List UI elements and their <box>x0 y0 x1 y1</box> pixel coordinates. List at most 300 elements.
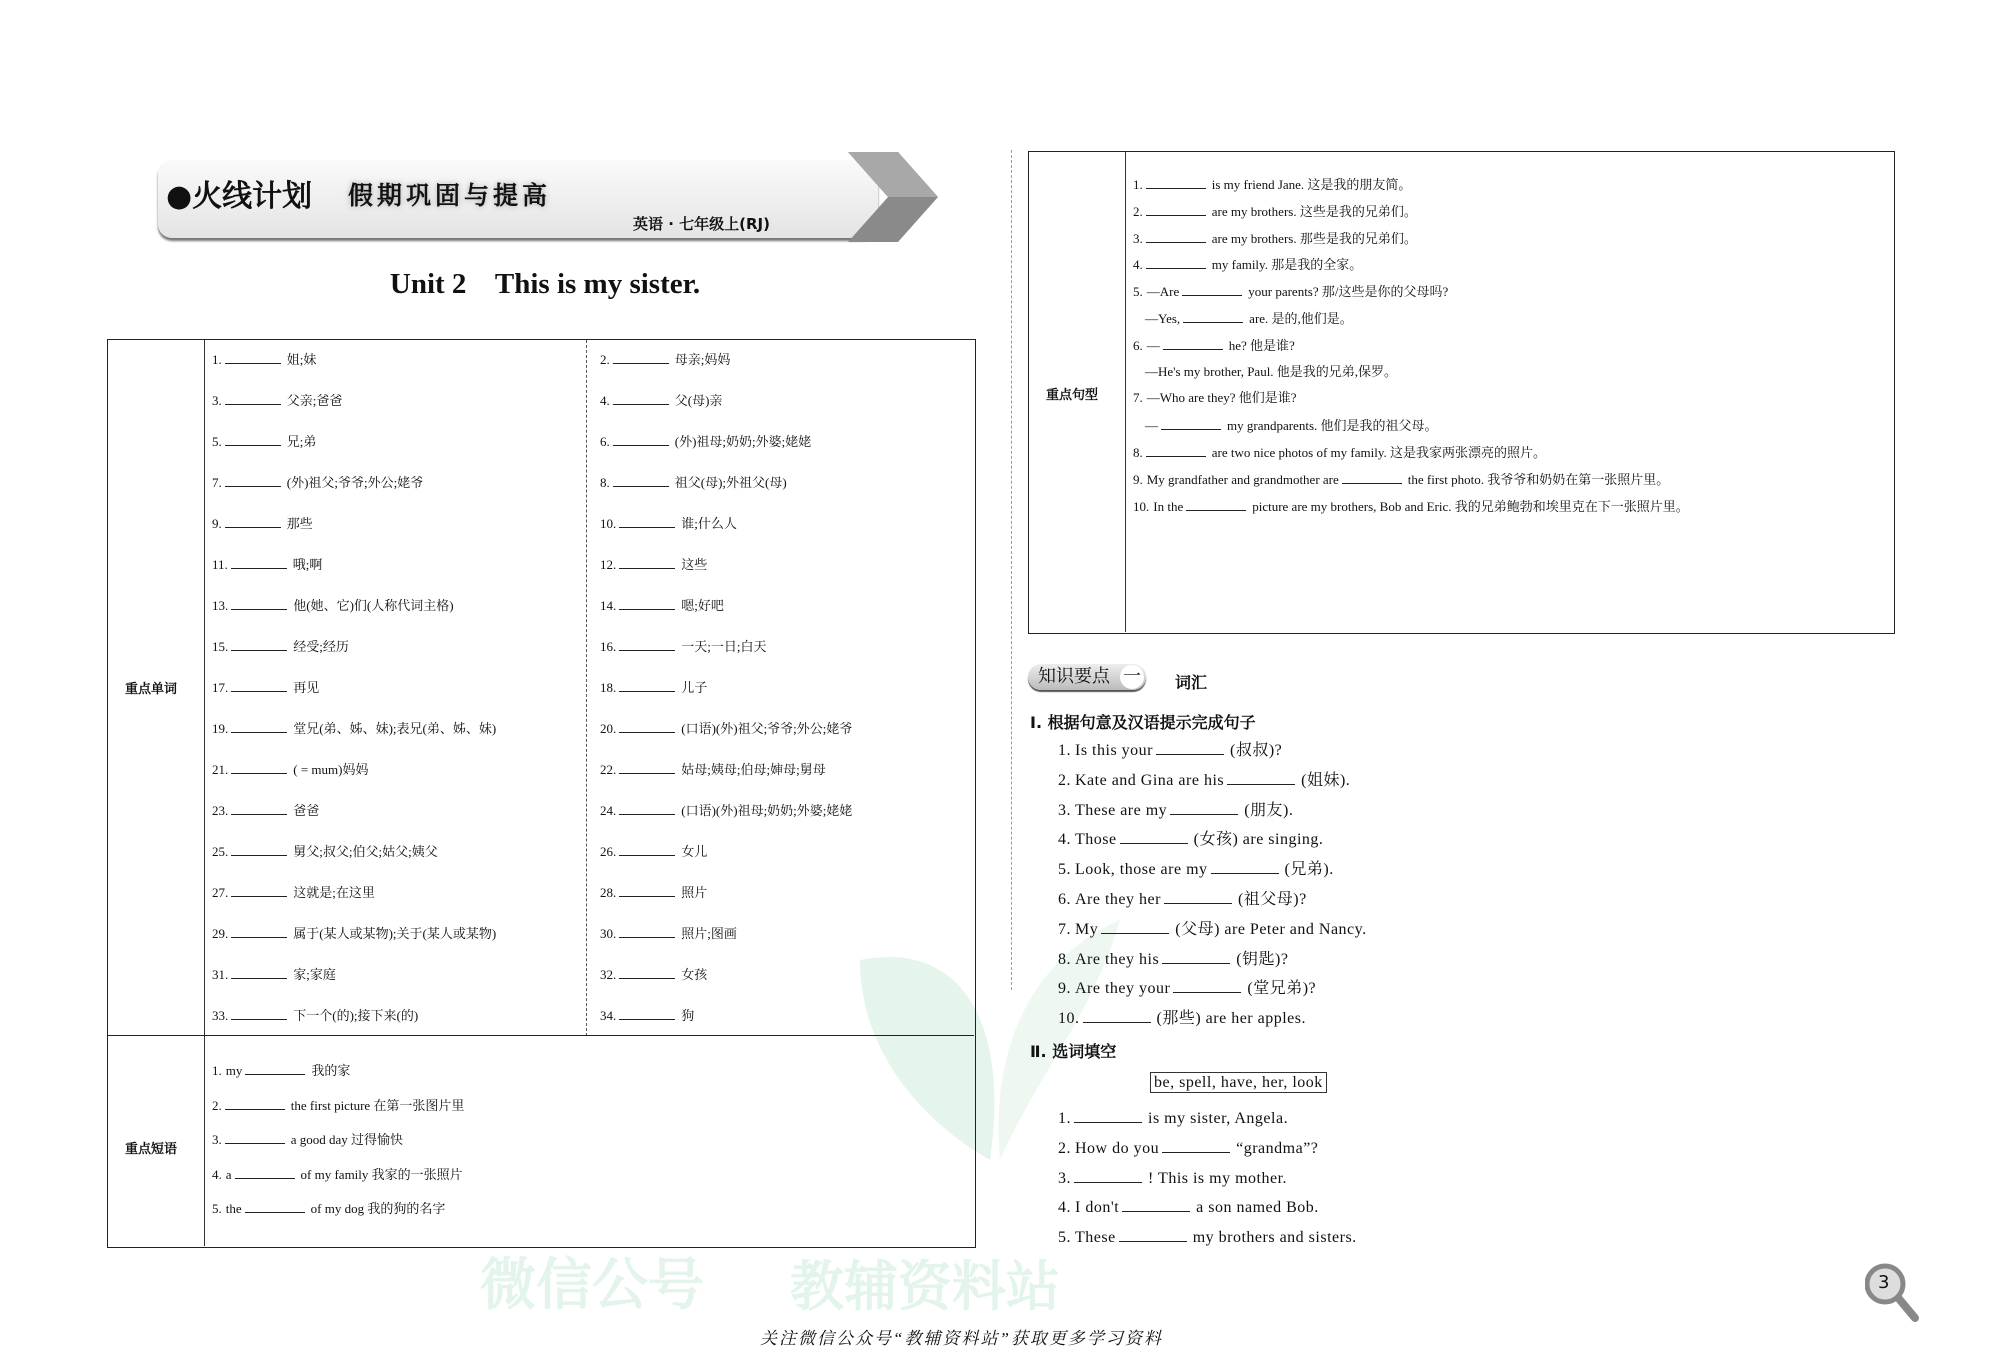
answer-blank[interactable] <box>225 1131 285 1144</box>
item-prefix: How do you <box>1075 1139 1160 1157</box>
item-prefix: Are they your <box>1075 980 1171 998</box>
answer-blank[interactable] <box>1170 800 1238 815</box>
list-item <box>600 433 811 450</box>
answer-blank[interactable] <box>619 597 675 610</box>
item-text: 舅父;叔父;伯父;姑父;姨父 <box>293 844 438 859</box>
item-prefix: —Who are they? 他们是谁? <box>1146 390 1297 406</box>
item-number: 6. <box>600 434 610 449</box>
answer-blank[interactable] <box>1156 740 1224 755</box>
header-banner <box>158 152 948 242</box>
chevron-arrow-icon <box>838 152 948 242</box>
list-item <box>212 433 316 450</box>
item-number: 6. <box>1133 337 1143 353</box>
item-prefix: My <box>1075 920 1099 938</box>
item-text: 堂兄(弟、姊、妹);表兄(弟、姊、妹) <box>293 721 497 736</box>
item-text: are my brothers. 这些是我的兄弟们。 <box>1211 203 1417 219</box>
item-text: 我的家 <box>311 1063 351 1078</box>
list-item <box>1058 800 1293 820</box>
item-number: 8. <box>600 475 610 490</box>
item-number: 1. <box>212 352 222 367</box>
answer-blank[interactable] <box>245 1062 305 1075</box>
item-number: 25. <box>212 844 229 859</box>
answer-blank[interactable] <box>613 392 669 405</box>
item-number: 10. <box>1133 498 1150 514</box>
list-item <box>1133 444 1546 461</box>
item-text: 姐;妹 <box>286 352 317 367</box>
item-prefix: Kate and Gina are his <box>1075 771 1225 789</box>
item-text: 祖父(母);外祖父(母) <box>674 475 787 490</box>
item-text: are two nice photos of my family. 这是我家两张漂亮的照片。 <box>1211 445 1546 460</box>
item-number: 5. <box>1058 861 1071 879</box>
item-text: (兄弟). <box>1284 861 1334 879</box>
list-item <box>1058 1197 1319 1217</box>
answer-blank[interactable] <box>613 433 669 446</box>
item-number: 12. <box>600 557 617 572</box>
item-text: 这就是;在这里 <box>293 885 375 900</box>
answer-blank[interactable] <box>1162 1138 1230 1153</box>
answer-blank[interactable] <box>231 802 287 815</box>
item-text: 这些 <box>681 557 708 572</box>
answer-blank[interactable] <box>1074 1108 1142 1123</box>
item-text: 哦;啊 <box>292 557 323 572</box>
answer-blank[interactable] <box>1101 919 1169 934</box>
answer-blank[interactable] <box>1342 471 1402 484</box>
list-item <box>1133 390 1297 406</box>
item-text: of my dog 我的狗的名字 <box>310 1201 446 1216</box>
item-prefix: My grandfather and grandmother are <box>1146 471 1339 487</box>
magnifier-icon <box>1865 1262 1925 1322</box>
item-text: (堂兄弟)? <box>1247 980 1317 998</box>
item-text: is my friend Jane. 这是我的朋友简。 <box>1211 177 1412 192</box>
item-number: 8. <box>1133 445 1143 460</box>
list-item <box>600 597 724 614</box>
series-title: 假期巩固与提高 <box>348 181 552 210</box>
item-text: 兄;弟 <box>286 434 317 449</box>
list-item <box>1058 949 1288 969</box>
item-prefix: — <box>1146 337 1160 353</box>
list-item <box>212 515 313 532</box>
list-item <box>600 802 852 819</box>
answer-blank[interactable] <box>231 638 287 651</box>
item-number: 3. <box>212 393 222 408</box>
item-text: (女孩) are singing. <box>1193 831 1324 849</box>
item-prefix: Look, those are my <box>1075 861 1208 879</box>
answer-blank[interactable] <box>1146 444 1206 457</box>
item-text: 谁;什么人 <box>681 516 737 531</box>
answer-blank[interactable] <box>1083 1008 1151 1023</box>
item-number: 14. <box>600 598 617 613</box>
phrase-label: 重点短语 <box>125 1142 178 1157</box>
item-text: 狗 <box>681 1008 695 1023</box>
list-item <box>1058 1138 1318 1158</box>
list-item <box>212 1062 350 1079</box>
item-number: 6. <box>1058 891 1071 908</box>
item-prefix: the <box>225 1201 242 1216</box>
item-text: 他(她、它)们(人称代词主格) <box>293 598 454 613</box>
answer-blank[interactable] <box>619 925 675 938</box>
answer-blank[interactable] <box>1122 1197 1190 1212</box>
item-text: 一天;一日;白天 <box>681 639 767 654</box>
item-prefix: Are they her <box>1075 891 1161 908</box>
list-item <box>600 843 707 860</box>
answer-blank[interactable] <box>1186 498 1246 511</box>
list-item <box>1133 256 1362 273</box>
item-number: 32. <box>600 967 617 982</box>
item-number: 2. <box>1133 203 1143 219</box>
item-text: “grandma”? <box>1236 1139 1319 1157</box>
answer-blank[interactable] <box>231 1007 287 1020</box>
answer-blank[interactable] <box>613 474 669 487</box>
item-text: (那些) are her apples. <box>1156 1010 1306 1028</box>
item-prefix: Those <box>1075 831 1117 849</box>
item-number: 4. <box>600 393 610 408</box>
item-text: he? 他是谁? <box>1228 337 1295 353</box>
item-text: ( = mum)妈妈 <box>293 762 369 777</box>
answer-blank[interactable] <box>231 597 287 610</box>
list-item <box>1133 337 1295 354</box>
item-number: 1. <box>1058 742 1071 759</box>
item-prefix: — <box>1145 418 1158 434</box>
list-item <box>1058 1227 1357 1247</box>
list-item <box>1133 230 1417 247</box>
answer-blank[interactable] <box>235 1166 295 1179</box>
page-number: 3 <box>1878 1272 1890 1293</box>
item-text: my brothers and sisters. <box>1192 1229 1357 1247</box>
list-item <box>600 966 707 983</box>
item-text: (口语)(外)祖母;奶奶;外婆;姥姥 <box>681 803 853 818</box>
answer-blank[interactable] <box>1120 829 1188 844</box>
item-number: 23. <box>212 803 229 818</box>
list-item <box>1058 770 1350 790</box>
item-number: 28. <box>600 885 617 900</box>
list-item <box>1141 417 1438 434</box>
item-number: 3. <box>1058 801 1071 819</box>
item-number: 15. <box>212 639 229 654</box>
item-prefix: These <box>1075 1229 1116 1247</box>
answer-blank[interactable] <box>1183 310 1243 323</box>
item-number: 24. <box>600 803 617 818</box>
answer-blank[interactable] <box>1119 1227 1187 1242</box>
item-number: 8. <box>1058 950 1071 968</box>
knowledge-topic: 词汇 <box>1175 673 1208 692</box>
item-number: 11. <box>212 557 228 572</box>
answer-blank[interactable] <box>225 1097 285 1110</box>
list-item <box>1141 364 1397 380</box>
item-text: is my sister, Angela. <box>1148 1110 1289 1127</box>
item-text: 经受;经历 <box>293 639 349 654</box>
item-text: (姐妹). <box>1301 771 1351 789</box>
item-number: 9. <box>1133 471 1143 487</box>
list-item <box>1058 1168 1287 1188</box>
item-text: 母亲;妈妈 <box>674 352 731 367</box>
item-number: 16. <box>600 639 617 654</box>
item-number: 9. <box>1058 980 1071 998</box>
list-item <box>212 597 454 614</box>
list-item <box>212 720 496 737</box>
answer-blank[interactable] <box>1173 978 1241 993</box>
vocab-label: 重点单词 <box>125 682 178 697</box>
answer-blank[interactable] <box>619 966 675 979</box>
item-text: 那些 <box>286 516 313 531</box>
item-number: 18. <box>600 680 617 695</box>
list-item <box>212 884 375 901</box>
item-text: the first photo. 我爷爷和奶奶在第一张照片里。 <box>1407 471 1670 487</box>
list-item <box>212 1131 403 1148</box>
answer-blank[interactable] <box>619 515 675 528</box>
item-number: 17. <box>212 680 229 695</box>
item-text: (口语)(外)祖父;爷爷;外公;姥爷 <box>681 721 853 736</box>
item-number: 5. <box>1133 284 1143 300</box>
list-item <box>212 802 319 819</box>
page-divider <box>1011 150 1012 990</box>
sentence-label: 重点句型 <box>1046 388 1099 403</box>
item-prefix: my <box>225 1063 243 1078</box>
item-text: a good day 过得愉快 <box>290 1132 404 1147</box>
item-number: 4. <box>1058 831 1071 849</box>
answer-blank[interactable] <box>225 515 281 528</box>
item-number: 19. <box>212 721 229 736</box>
item-text: 父亲;爸爸 <box>286 393 343 408</box>
list-item <box>212 1007 418 1024</box>
item-text: (钥匙)? <box>1236 950 1289 968</box>
item-number: 10. <box>1058 1010 1080 1028</box>
item-text: 嗯;好吧 <box>681 598 724 613</box>
answer-blank[interactable] <box>225 474 281 487</box>
answer-blank[interactable] <box>231 925 287 938</box>
footer-note: 关注微信公众号“教辅资料站”获取更多学习资料 <box>760 1329 1163 1348</box>
list-item <box>1133 283 1448 300</box>
answer-blank[interactable] <box>1074 1168 1142 1183</box>
answer-blank[interactable] <box>619 679 675 692</box>
answer-blank[interactable] <box>245 1200 305 1213</box>
list-item <box>600 761 826 778</box>
list-item <box>212 638 349 655</box>
answer-blank[interactable] <box>225 433 281 446</box>
answer-blank[interactable] <box>1227 770 1295 785</box>
answer-blank[interactable] <box>619 720 675 733</box>
answer-blank[interactable] <box>231 966 287 979</box>
brand-title: ●火线计划 <box>166 179 313 214</box>
item-number: 3. <box>1058 1169 1071 1187</box>
answer-blank[interactable] <box>619 802 675 815</box>
list-item <box>600 638 766 655</box>
list-item <box>212 925 496 942</box>
item-prefix: —Are <box>1146 284 1180 300</box>
item-text: 父(母)亲 <box>674 393 723 408</box>
item-number: 9. <box>212 516 222 531</box>
list-item <box>212 1166 463 1183</box>
answer-blank[interactable] <box>1146 230 1206 243</box>
list-item <box>212 556 322 573</box>
item-text: my family. 那是我的全家。 <box>1211 257 1363 273</box>
list-item <box>1058 1108 1288 1128</box>
item-text: 爸爸 <box>293 803 320 818</box>
answer-blank[interactable] <box>231 761 287 774</box>
list-item <box>1133 498 1689 515</box>
unit-title: Unit 2 This is my sister. <box>389 268 701 300</box>
answer-blank[interactable] <box>619 1007 675 1020</box>
item-text: 属于(某人或某物);关于(某人或某物) <box>293 926 497 941</box>
item-prefix: Is this your <box>1075 742 1153 759</box>
answer-blank[interactable] <box>1146 203 1206 216</box>
list-item <box>212 351 316 368</box>
answer-blank[interactable] <box>619 761 675 774</box>
item-number: 1. <box>1058 1110 1071 1127</box>
answer-blank[interactable] <box>231 884 287 897</box>
item-number: 4. <box>212 1166 222 1182</box>
item-prefix: In the <box>1153 498 1184 514</box>
answer-blank[interactable] <box>225 351 281 364</box>
answer-blank[interactable] <box>1164 889 1232 904</box>
item-number: 33. <box>212 1008 229 1023</box>
item-text: picture are my brothers, Bob and Eric. 我的兄弟鲍勃和埃里克在下一张照片里。 <box>1252 498 1689 514</box>
item-text: (外)祖母;奶奶;外婆;姥姥 <box>674 434 812 449</box>
list-item <box>600 351 730 368</box>
item-number: 10. <box>600 516 617 531</box>
answer-blank[interactable] <box>1211 859 1279 874</box>
list-item <box>212 1097 464 1114</box>
list-item <box>1133 471 1669 488</box>
word-box: be, spell, have, her, look <box>1150 1072 1327 1093</box>
item-number: 1. <box>212 1063 222 1078</box>
exercise2-title: Ⅱ. 选词填空 <box>1030 1042 1117 1061</box>
list-item <box>1058 1008 1306 1028</box>
list-item <box>212 843 438 860</box>
answer-blank[interactable] <box>1161 417 1221 430</box>
item-text: 下一个(的);接下来(的) <box>293 1008 419 1023</box>
list-item <box>600 392 722 409</box>
answer-blank[interactable] <box>1182 283 1242 296</box>
item-text: 姑母;姨母;伯母;婶母;舅母 <box>681 762 826 777</box>
item-number: 20. <box>600 721 617 736</box>
knowledge-badge <box>1028 664 1146 690</box>
item-number: 5. <box>212 434 222 449</box>
item-number: 7. <box>1058 920 1071 938</box>
item-number: 3. <box>212 1132 222 1147</box>
item-text: are my brothers. 那些是我的兄弟们。 <box>1211 230 1417 246</box>
item-text: my grandparents. 他们是我的祖父母。 <box>1227 418 1438 434</box>
item-prefix: These are my <box>1075 801 1168 819</box>
list-item <box>1058 978 1316 998</box>
list-item <box>1133 176 1411 193</box>
watermark-text-2: 教辅资料站 <box>790 1255 1060 1318</box>
item-text: 再见 <box>293 680 320 695</box>
item-text: 家;家庭 <box>293 967 336 982</box>
item-number: 2. <box>1058 1139 1071 1157</box>
item-text: (外)祖父;爷爷;外公;姥爷 <box>286 475 424 490</box>
watermark-text-1: 微信公号 <box>480 1253 704 1318</box>
list-item <box>600 515 737 532</box>
item-number: 2. <box>1058 771 1071 789</box>
item-number: 29. <box>212 926 229 941</box>
item-prefix: —Yes, <box>1145 311 1181 326</box>
item-text: (祖父母)? <box>1237 891 1307 908</box>
list-item <box>600 556 707 573</box>
item-text: 女儿 <box>681 844 708 859</box>
list-item <box>212 679 319 696</box>
list-item <box>600 474 787 491</box>
answer-blank[interactable] <box>231 720 287 733</box>
item-text: 儿子 <box>681 680 708 695</box>
badge-number: 一 <box>1120 665 1144 689</box>
item-number: 4. <box>1133 257 1143 273</box>
item-number: 22. <box>600 762 617 777</box>
item-number: 5. <box>1058 1229 1071 1247</box>
item-prefix: Are they his <box>1075 950 1160 968</box>
list-item <box>1141 310 1353 327</box>
list-item <box>600 679 707 696</box>
item-number: 4. <box>1058 1199 1071 1217</box>
item-text: the first picture 在第一张图片里 <box>290 1097 465 1113</box>
answer-blank[interactable] <box>1146 256 1206 269</box>
item-number: 3. <box>1133 230 1143 246</box>
list-item <box>1058 859 1334 879</box>
badge-label: 知识要点 <box>1038 666 1110 687</box>
answer-blank[interactable] <box>1146 176 1206 189</box>
grade-label: 英语 · 七年级上(RJ) <box>633 215 770 233</box>
item-number: 27. <box>212 885 229 900</box>
answer-blank[interactable] <box>231 843 287 856</box>
item-number: 34. <box>600 1008 617 1023</box>
list-item <box>1058 919 1367 939</box>
item-text: 照片;图画 <box>681 926 737 941</box>
item-number: 2. <box>212 1097 222 1113</box>
answer-blank[interactable] <box>619 884 675 897</box>
item-number: 5. <box>212 1201 222 1216</box>
list-item <box>1058 889 1307 909</box>
answer-blank[interactable] <box>619 638 675 651</box>
list-item <box>1058 740 1282 760</box>
item-number: 21. <box>212 762 229 777</box>
answer-blank[interactable] <box>619 556 675 569</box>
item-number: 31. <box>212 967 229 982</box>
item-number: 2. <box>600 352 610 367</box>
list-item <box>600 1007 694 1024</box>
item-text: ! This is my mother. <box>1148 1169 1288 1187</box>
answer-blank[interactable] <box>1162 949 1230 964</box>
item-text: are. 是的,他们是。 <box>1249 311 1353 326</box>
list-item <box>600 720 852 737</box>
vocab-phrase-table <box>107 339 976 1248</box>
item-prefix: a <box>225 1166 232 1182</box>
item-text: of my family 我家的一张照片 <box>300 1166 463 1182</box>
item-text: 照片 <box>681 885 708 900</box>
list-item <box>212 966 336 983</box>
answer-blank[interactable] <box>225 392 281 405</box>
item-number: 13. <box>212 598 229 613</box>
item-text: a son named Bob. <box>1196 1199 1319 1217</box>
item-number: 1. <box>1133 177 1143 192</box>
list-item <box>1058 829 1323 849</box>
item-text: 女孩 <box>681 967 708 982</box>
item-prefix: I don't <box>1075 1199 1120 1217</box>
sentence-pattern-table <box>1028 151 1895 634</box>
exercise1-title: Ⅰ. 根据句意及汉语提示完成句子 <box>1030 713 1256 732</box>
list-item <box>1133 203 1417 220</box>
item-number: 26. <box>600 844 617 859</box>
list-item <box>600 925 737 942</box>
list-item <box>212 1200 445 1217</box>
list-item <box>212 474 423 491</box>
answer-blank[interactable] <box>613 351 669 364</box>
item-prefix: —He's my brother, Paul. 他是我的兄弟,保罗。 <box>1145 363 1398 379</box>
answer-blank[interactable] <box>1163 337 1223 350</box>
answer-blank[interactable] <box>231 556 287 569</box>
answer-blank[interactable] <box>619 843 675 856</box>
item-text: your parents? 那/这些是你的父母吗? <box>1248 284 1449 300</box>
answer-blank[interactable] <box>231 679 287 692</box>
item-text: (叔叔)? <box>1230 742 1283 759</box>
